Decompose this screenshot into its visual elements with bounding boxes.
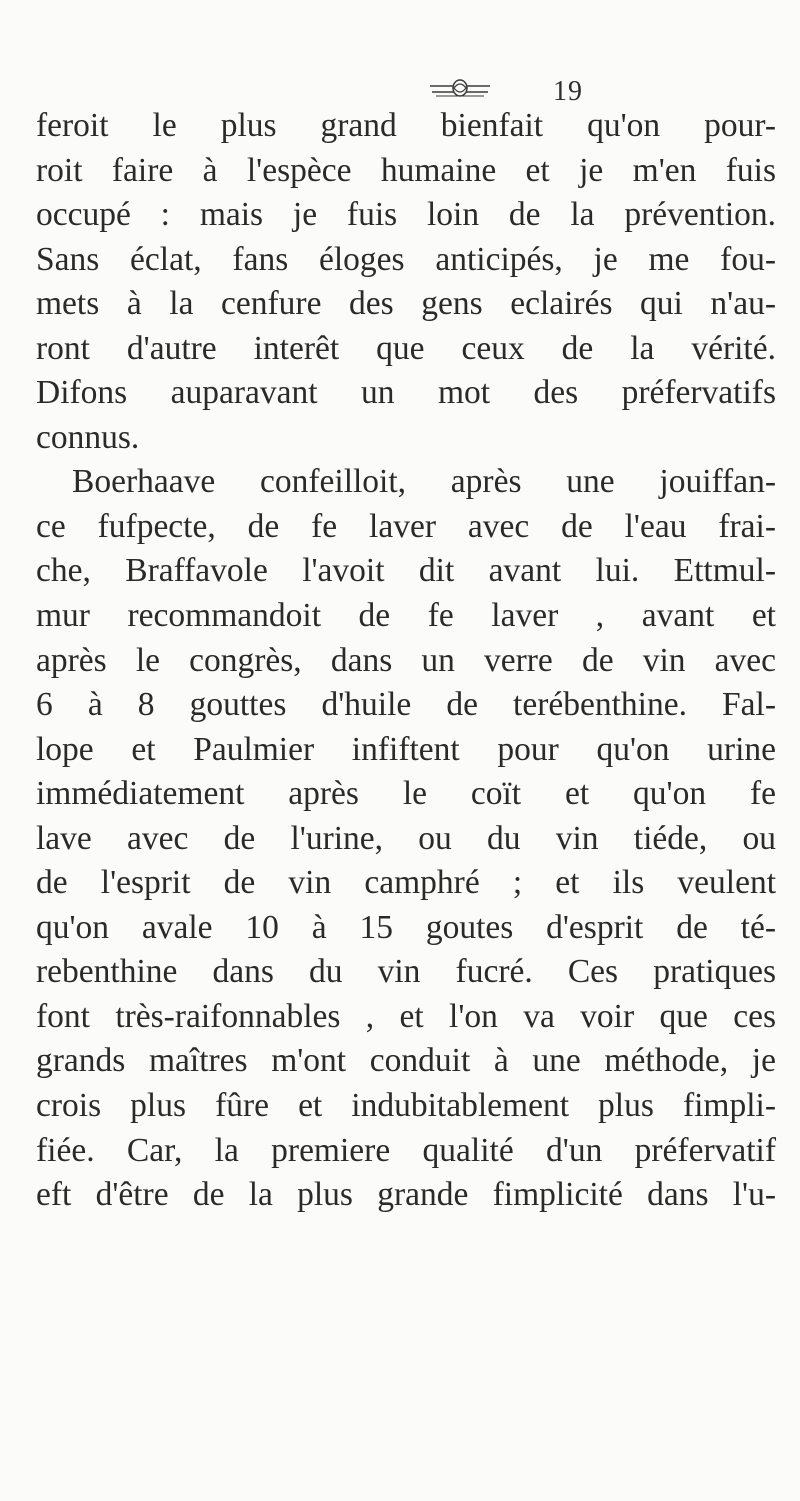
text-line: qu'on avale 10 à 15 goutes d'esprit de té- xyxy=(36,908,776,946)
page-number: 19 xyxy=(553,76,583,107)
text-line: immédiatement après le coït et qu'on fe xyxy=(36,775,776,813)
text-line: roit faire à l'espèce humaine et je m'en fuis xyxy=(36,151,776,189)
text-line: Sans éclat, fans éloges anticipés, je me fou- xyxy=(36,240,776,278)
text-line: après le congrès, dans un verre de vin avec xyxy=(36,641,776,679)
text-line: grands maîtres m'ont conduit à une méthode, je xyxy=(36,1042,776,1080)
text-line: che, Braffavole l'avoit dit avant lui. Ettmul- xyxy=(36,552,776,590)
text-line: crois plus fûre et indubitablement plus fimpli- xyxy=(36,1087,776,1125)
text-line: rebenthine dans du vin fucré. Ces pratiques xyxy=(36,953,776,991)
text-line: connus. xyxy=(36,418,140,456)
text-line: lope et Paulmier infiftent pour qu'on urine xyxy=(36,730,776,768)
text-line: de l'esprit de vin camphré ; et ils veulent xyxy=(36,864,776,902)
text-line: Boerhaave confeilloit, après une jouiffan- xyxy=(72,463,776,501)
text-line: fiée. Car, la premiere qualité d'un préfervatif xyxy=(36,1131,776,1169)
text-line: mur recommandoit de fe laver , avant et xyxy=(36,597,776,635)
text-line: eft d'être de la plus grande fimplicité dans l'u- xyxy=(36,1176,776,1214)
text-line: font très-raifonnables , et l'on va voir que ces xyxy=(36,997,776,1035)
text-line: mets à la cenfure des gens eclairés qui n'au- xyxy=(36,285,776,323)
text-line: lave avec de l'urine, ou du vin tiéde, ou xyxy=(36,819,776,857)
text-line: ce fufpecte, de fe laver avec de l'eau frai- xyxy=(36,507,776,545)
text-line: occupé : mais je fuis loin de la prévention. xyxy=(36,196,776,234)
text-line: Difons auparavant un mot des préfervatifs xyxy=(36,374,776,412)
text-line: feroit le plus grand bienfait qu'on pour- xyxy=(36,107,776,144)
body-text xyxy=(36,104,776,1218)
header-ornament-icon xyxy=(428,78,492,100)
text-line: ront d'autre interêt que ceux de la vérité. xyxy=(36,329,776,367)
text-line: 6 à 8 gouttes d'huile de terébenthine. Fal- xyxy=(36,686,776,724)
